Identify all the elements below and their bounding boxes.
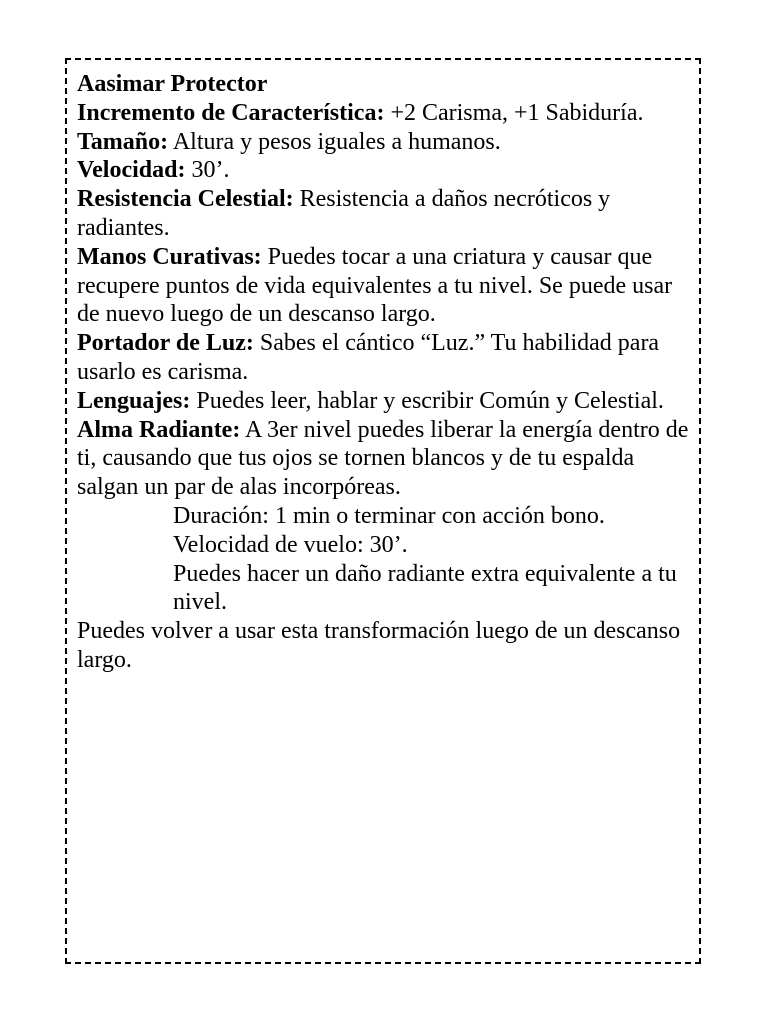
trait-label: Velocidad: (77, 157, 186, 184)
trait-size (77, 128, 691, 157)
card-title: Aasimar Protector (77, 71, 268, 97)
trait-label: Incremento de Característica: (77, 99, 385, 126)
trait-card (65, 58, 701, 964)
closing-note: Puedes volver a usar esta transformación luego de un descanso largo. (77, 618, 681, 673)
trait-text: Resistencia a daños necróticos y radiantes. (77, 186, 611, 241)
trait-radiant-soul (77, 416, 691, 502)
card-text (77, 70, 691, 675)
trait-healing-hands (77, 243, 691, 329)
trait-text: 30’. (185, 157, 230, 184)
trait-label: Resistencia Celestial: (77, 186, 294, 213)
trait-label: Alma Radiante: (77, 416, 241, 443)
trait-celestial-resistance (77, 185, 691, 243)
trait-text: Sabes el cántico “Luz.” Tu habilidad para usarlo es carisma. (77, 330, 660, 385)
trait-text: Altura y pesos iguales a humanos. (168, 128, 501, 155)
trait-languages (77, 387, 691, 416)
radiant-detail-damage: Puedes hacer un daño radiante extra equivalente a tu nivel. (173, 560, 677, 616)
trait-text: +2 Carisma, +1 Sabiduría. (384, 99, 644, 126)
trait-text: A 3er nivel puedes liberar la energía dentro de ti, causando que tus ojos se tornen blancos y de tu espalda salgan un par de alas incorpóreas. (77, 416, 689, 501)
radiant-detail-duration: Duración: 1 min o terminar con acción bono. (173, 502, 605, 529)
trait-ability-increase (77, 99, 691, 128)
trait-text: Puedes tocar a una criatura y causar que recupere puntos de vida equivalentes a tu nivel. Se puede usar de nuevo luego de un descanso largo. (77, 243, 673, 328)
trait-label: Lenguajes: (77, 387, 191, 414)
radiant-detail-fly-speed: Velocidad de vuelo: 30’. (173, 531, 408, 558)
trait-light-bearer (77, 329, 691, 387)
trait-speed (77, 156, 691, 185)
trait-label: Portador de Luz: (77, 330, 254, 357)
trait-label: Tamaño: (77, 128, 169, 155)
trait-label: Manos Curativas: (77, 243, 262, 270)
trait-text: Puedes leer, hablar y escribir Común y Celestial. (190, 387, 664, 414)
